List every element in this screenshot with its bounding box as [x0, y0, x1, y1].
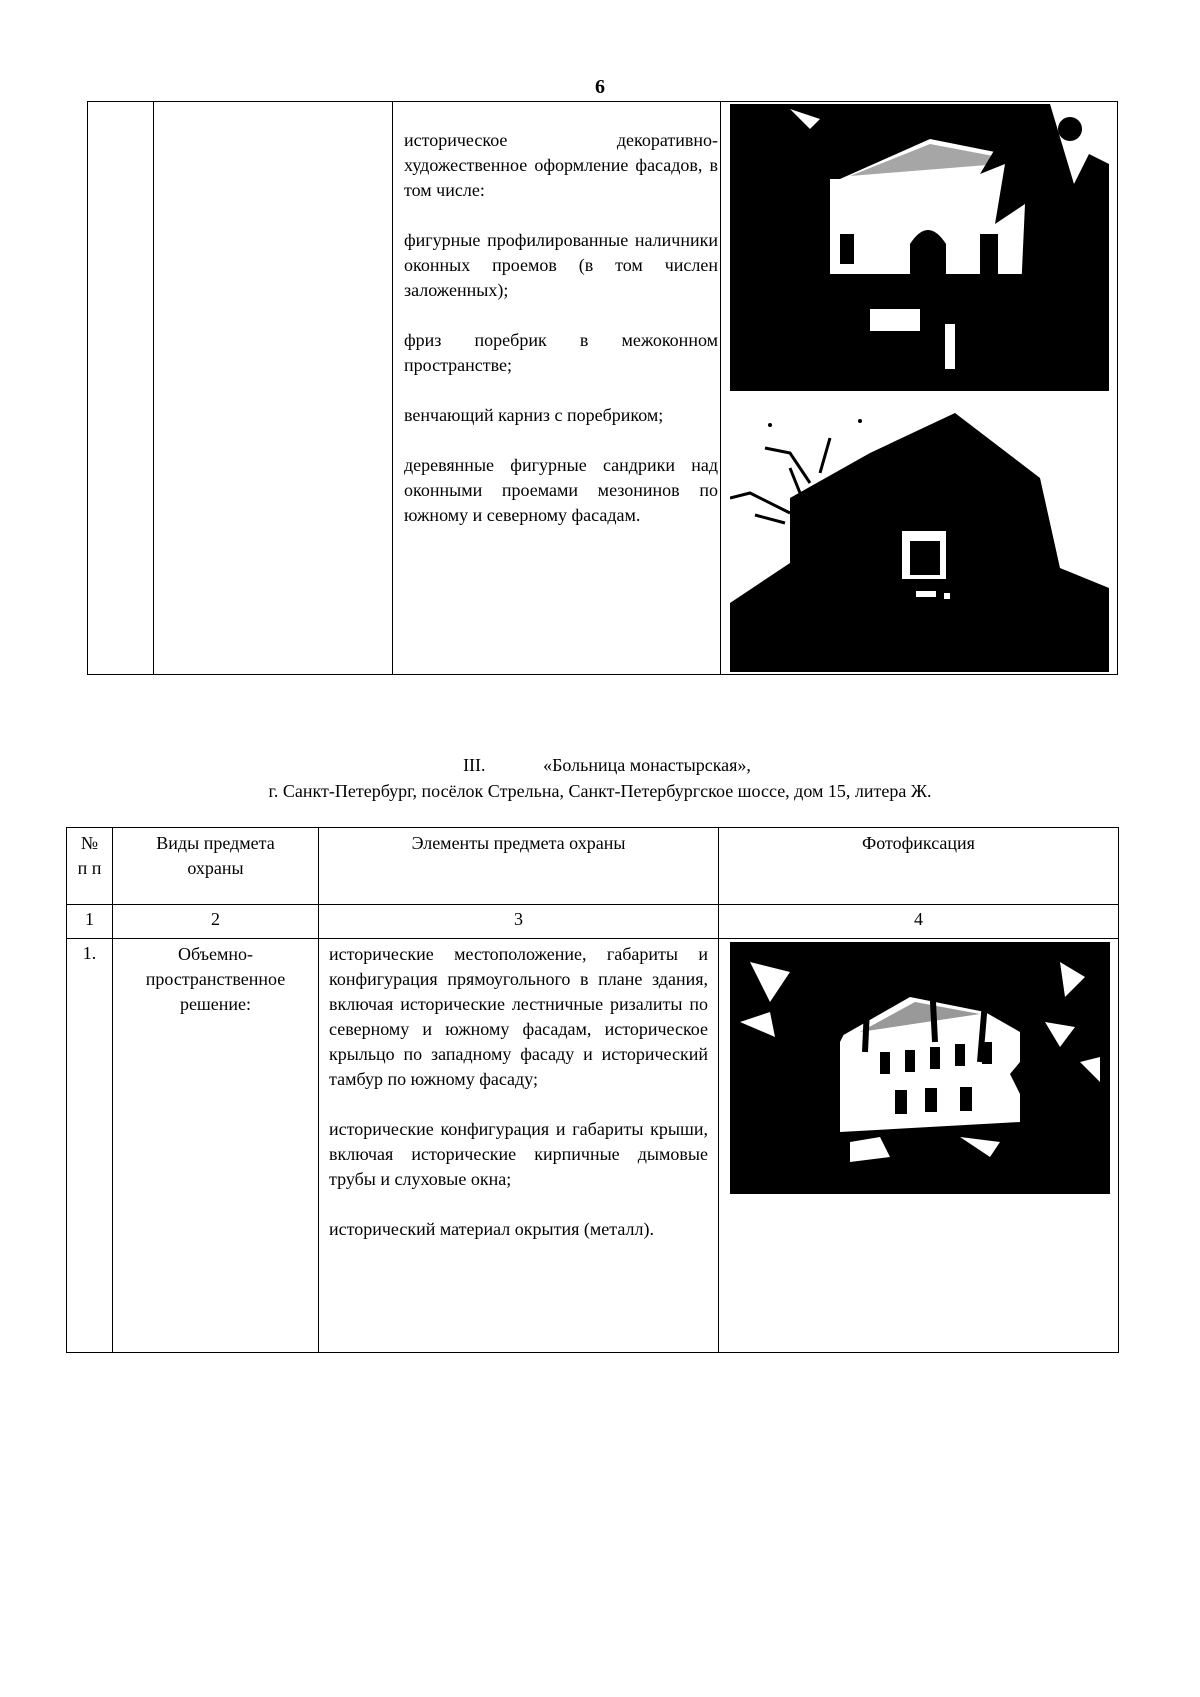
header-kinds: Виды предмета охраны — [113, 828, 319, 905]
col-number: 3 — [319, 905, 719, 939]
header-elements: Элементы предмета охраны — [319, 828, 719, 905]
element-item: фигурные профилированные наличники оконных проемов (в том числен заложенных); — [404, 230, 718, 300]
row-kind: Объемно-пространственное решение: — [113, 939, 319, 1353]
page-number: 6 — [595, 76, 605, 98]
element-item: деревянные фигурные сандрики над оконными проемами мезонинов по южному и северному фасадам. — [404, 455, 718, 525]
col-number: 4 — [719, 905, 1119, 939]
element-item: венчающий карниз с поребриком; — [404, 405, 664, 425]
elements-cell — [393, 102, 721, 675]
col-number: 2 — [113, 905, 319, 939]
kind-cell-empty — [154, 102, 393, 675]
element-item: исторические местоположение, габариты и конфигурация прямоугольного в плане здания, включая исторические лестничные ризалиты по северному и южному фасадам, историческое крыльцо по западному фасаду и исторический тамбур по южному фасаду; — [329, 944, 708, 1089]
element-item: исторические конфигурация и габариты крыши, включая исторические кирпичные дымовые трубы и слуховые окна; — [329, 1119, 708, 1189]
gable-mezzanine-photo-icon — [730, 413, 1109, 672]
section-title: «Больница монастырская», — [543, 755, 751, 775]
element-item: историческое декоративно-художественное оформление фасадов, в том числе: — [404, 130, 718, 200]
element-item: исторический материал окрытия (металл). — [329, 1219, 654, 1239]
section-heading — [0, 752, 1200, 804]
building-facade-photo-icon — [730, 104, 1109, 391]
row-number: 1. — [67, 939, 113, 1353]
photo-cell — [721, 102, 1118, 675]
protection-elements-table — [66, 827, 1119, 1353]
header-photo: Фотофиксация — [719, 828, 1119, 905]
header-num: № п п — [67, 828, 113, 905]
section-number: III. — [463, 755, 486, 775]
section-address: г. Санкт-Петербург, посёлок Стрельна, Санкт-Петербургское шоссе, дом 15, литера Ж. — [268, 781, 932, 801]
element-item: фриз поребрик в межоконном пространстве; — [404, 330, 718, 375]
row-elements — [319, 939, 719, 1353]
protection-elements-table-continued — [87, 101, 1118, 675]
row-photo-cell — [719, 939, 1119, 1353]
col-number: 1 — [67, 905, 113, 939]
hospital-building-photo-icon — [730, 942, 1110, 1194]
num-cell-empty — [88, 102, 154, 675]
